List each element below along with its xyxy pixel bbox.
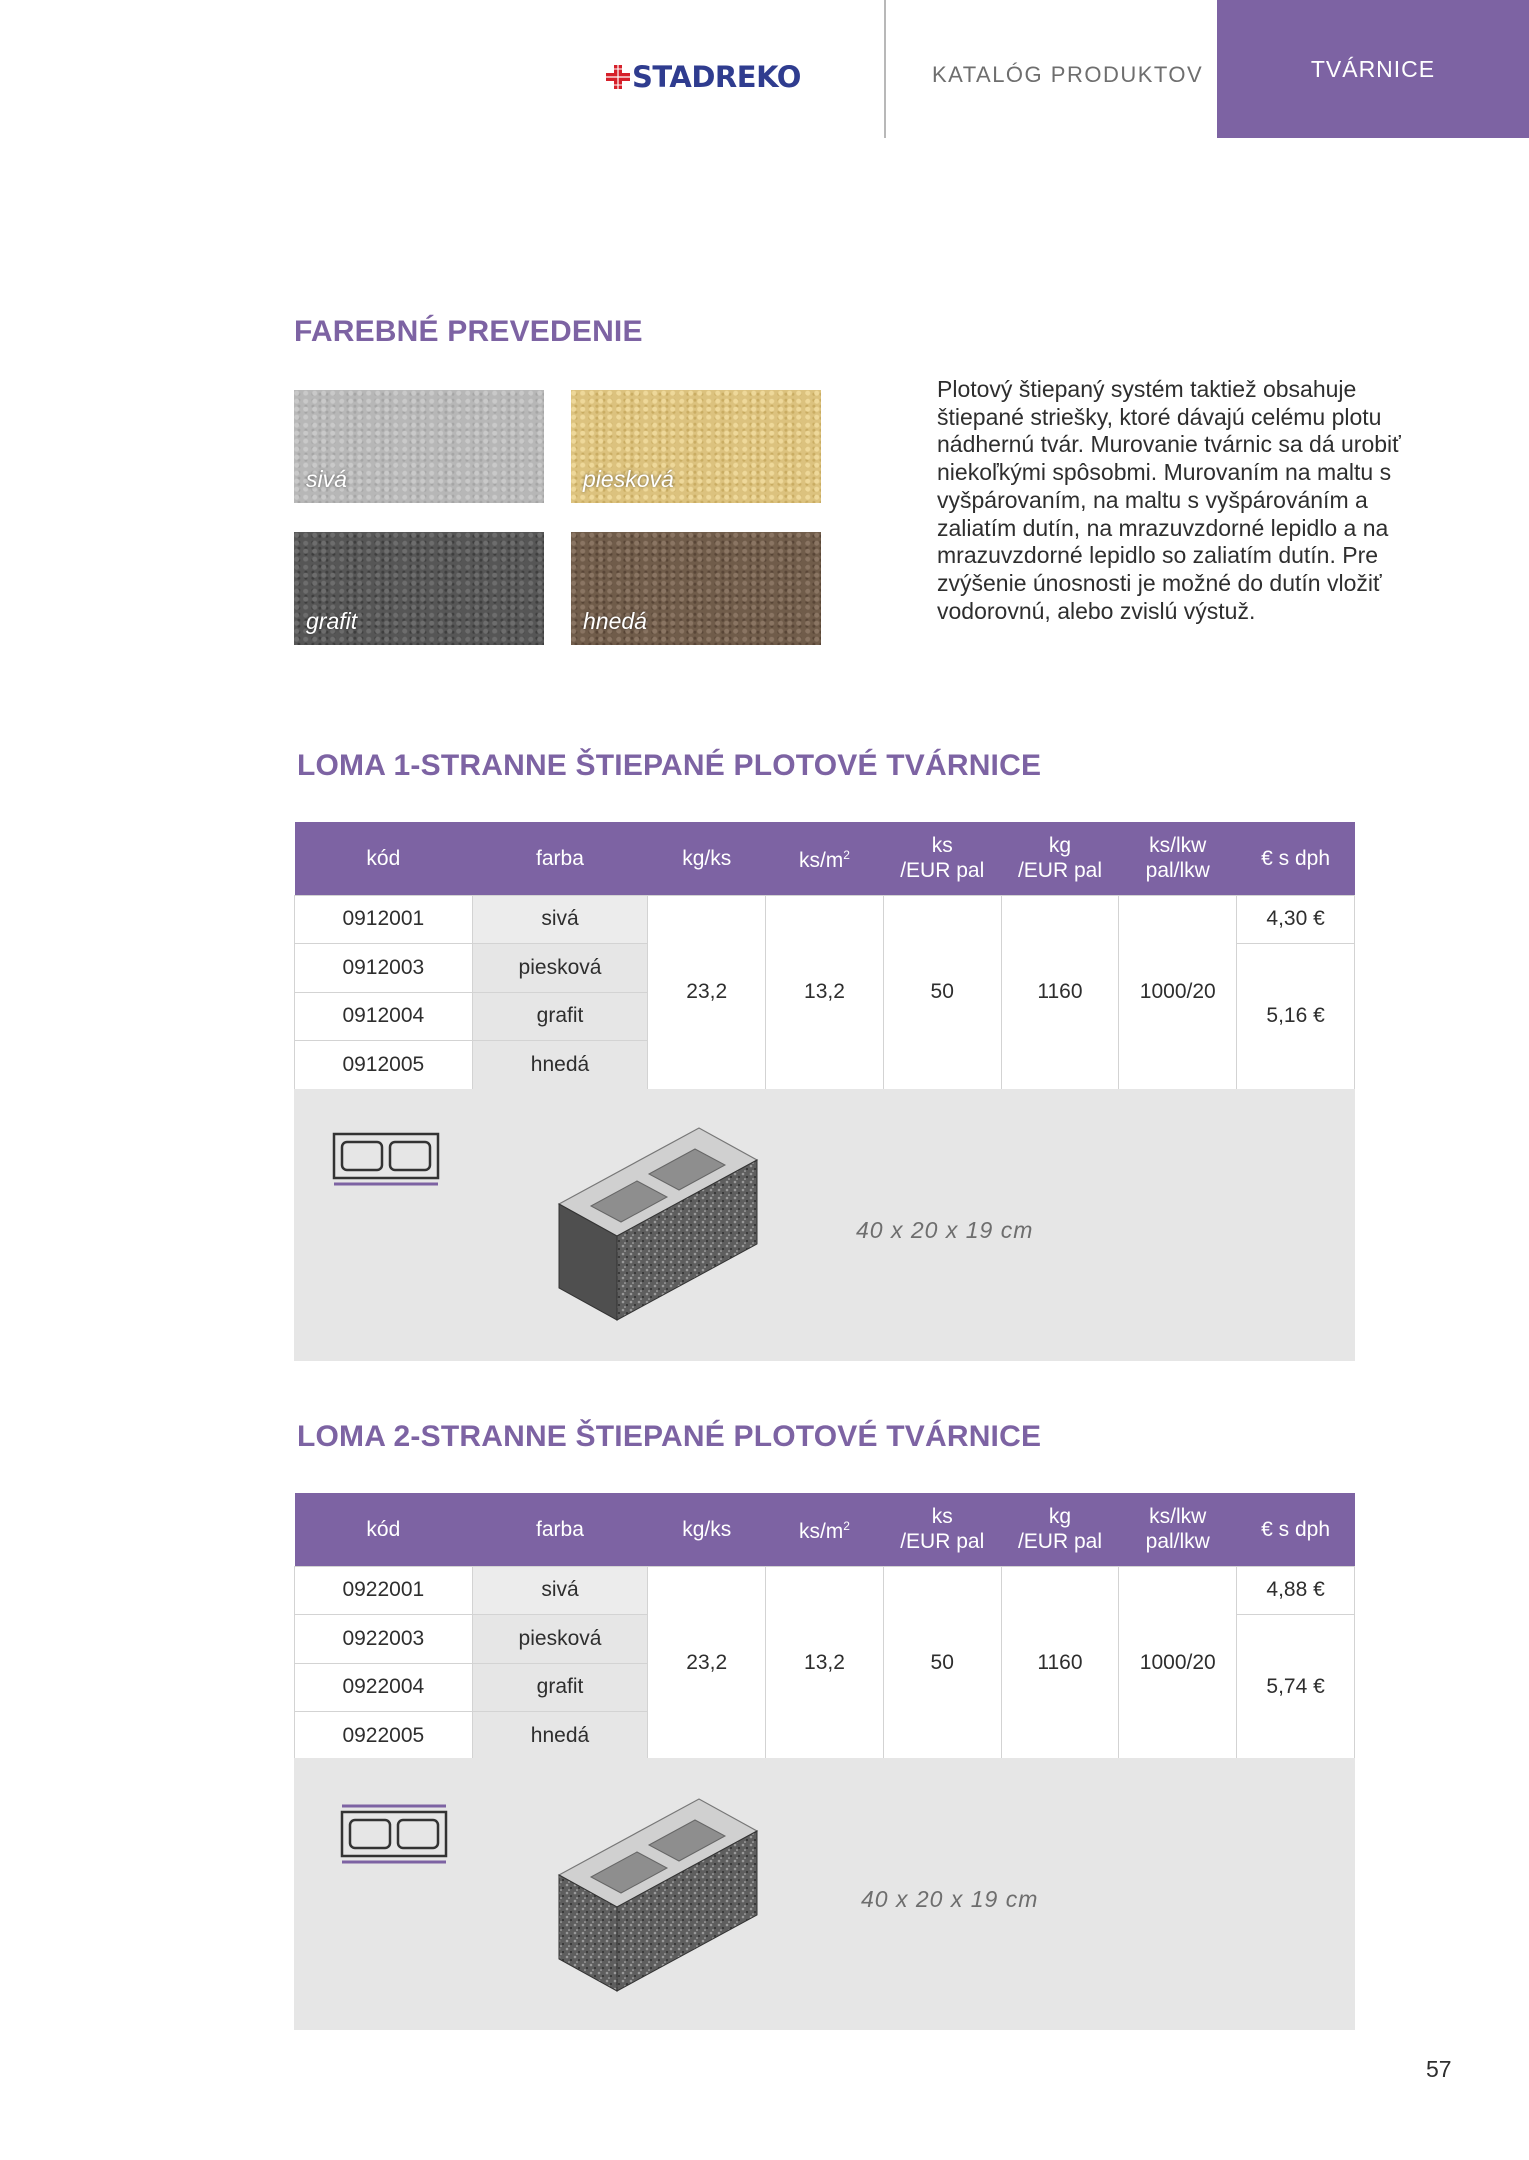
header-ks-pal <box>883 822 1001 895</box>
cell-color: hnedá <box>472 1041 648 1090</box>
cell-kg-pal: 1160 <box>1001 895 1119 1089</box>
header-lkw <box>1119 1493 1237 1566</box>
header-lkw <box>1119 822 1237 895</box>
swatch-siva <box>294 390 544 503</box>
cell-color: piesková <box>472 944 648 993</box>
header-divider <box>884 0 886 138</box>
cell-color: sivá <box>472 895 648 944</box>
colors-title: FAREBNÉ PREVEDENIE <box>294 315 643 348</box>
cell-code: 0912003 <box>295 944 473 993</box>
cell-color: hnedá <box>472 1712 648 1761</box>
header-price: € s dph <box>1237 1493 1355 1566</box>
cell-code: 0922001 <box>295 1566 473 1615</box>
cell-lkw: 1000/20 <box>1119 895 1237 1089</box>
dimensions-label: 40 x 20 x 19 cm <box>856 1217 1034 1243</box>
swatch-hneda <box>571 532 821 645</box>
page-number: 57 <box>1426 2056 1452 2082</box>
header-ks-l2: /EUR pal <box>900 1530 985 1554</box>
header-lkw-l2: pal/lkw <box>1145 1530 1210 1554</box>
swatch-label: hnedá <box>583 608 647 634</box>
dimensions-label: 40 x 20 x 19 cm <box>861 1886 1039 1912</box>
concrete-block-icon <box>549 1795 769 2001</box>
swatch-grafit <box>294 532 544 645</box>
header-farba: farba <box>472 822 648 895</box>
logo-text: STADREKO <box>632 60 801 94</box>
section-label: TVÁRNICE <box>1310 55 1436 82</box>
description-text: Plotový štiepaný systém taktiež obsahuje štiepané striešky, ktoré dávajú celému plotu nádhernú tvár. Murovanie tvárnic sa dá urobiť niekoľkými spôsobmi. Murovaním na maltu s vyšpárovaním, na maltu s vyšpárováním a zaliatím dutín, na mrazuvzdorné lepidlo a na mrazuvzdorné lepidlo so zaliatím dutín. Pre zvýšenie únosnosti je možné do dutín vložiť vodorovnú, alebo zvislú výstuž. <box>937 376 1401 624</box>
cell-ks-pal: 50 <box>883 895 1001 1089</box>
header-ksm2 <box>766 822 884 895</box>
product-title: LOMA 1-STRANNE ŠTIEPANÉ PLOTOVÉ TVÁRNICE <box>297 749 1042 782</box>
concrete-block-icon <box>549 1124 769 1330</box>
header-kg-l1: kg <box>1048 834 1072 858</box>
cell-color: sivá <box>472 1566 648 1615</box>
cell-code: 0922004 <box>295 1663 473 1712</box>
table-header-row <box>295 1493 1355 1566</box>
cell-price: 4,30 € <box>1237 895 1355 944</box>
cell-color: piesková <box>472 1615 648 1664</box>
table-row <box>295 895 1355 944</box>
swatch-pieskova <box>571 390 821 503</box>
table-row <box>295 1566 1355 1615</box>
brick-cross-icon <box>606 65 630 89</box>
header-lkw-l1: ks/lkw <box>1149 1505 1207 1529</box>
header-price: € s dph <box>1237 822 1355 895</box>
product-title: LOMA 2-STRANNE ŠTIEPANÉ PLOTOVÉ TVÁRNICE <box>297 1420 1042 1453</box>
cell-code: 0922005 <box>295 1712 473 1761</box>
cell-color: grafit <box>472 1663 648 1712</box>
cell-price: 5,16 € <box>1237 944 1355 1090</box>
header-kg-pal <box>1001 1493 1119 1566</box>
header-ks-l1: ks <box>931 1505 953 1529</box>
cell-color: grafit <box>472 992 648 1041</box>
cell-kgks: 23,2 <box>648 1566 766 1760</box>
section-tab <box>1217 0 1529 138</box>
header-kgks: kg/ks <box>648 1493 766 1566</box>
cell-code: 0922003 <box>295 1615 473 1664</box>
cell-price: 4,88 € <box>1237 1566 1355 1615</box>
cell-ks-pal: 50 <box>883 1566 1001 1760</box>
cell-code: 0912005 <box>295 1041 473 1090</box>
header-kg-pal <box>1001 822 1119 895</box>
header-ksm2 <box>766 1493 884 1566</box>
header-ksm2-sup: 2 <box>843 848 850 863</box>
swatch-label: sivá <box>306 466 347 492</box>
product-panel <box>294 1089 1355 1361</box>
cell-lkw: 1000/20 <box>1119 1566 1237 1760</box>
header-kg-l2: /EUR pal <box>1017 1530 1102 1554</box>
block-top-view-icon <box>332 1132 442 1188</box>
product-panel <box>294 1758 1355 2030</box>
header-kg-l1: kg <box>1048 1505 1072 1529</box>
table-header-row <box>295 822 1355 895</box>
swatch-label: piesková <box>583 466 674 492</box>
cell-ksm2: 13,2 <box>766 1566 884 1760</box>
header-lkw-l1: ks/lkw <box>1149 834 1207 858</box>
header-ks-pal <box>883 1493 1001 1566</box>
catalog-label: KATALÓG PRODUKTOV <box>932 62 1204 87</box>
header-ks-l1: ks <box>931 834 953 858</box>
header-farba: farba <box>472 1493 648 1566</box>
header-ksm2-text: ks/m <box>798 849 844 873</box>
cell-ksm2: 13,2 <box>766 895 884 1089</box>
block-top-view-icon <box>340 1803 450 1865</box>
cell-kg-pal: 1160 <box>1001 1566 1119 1760</box>
stadreko-logo <box>606 62 801 92</box>
header-kod: kód <box>295 1493 473 1566</box>
header-ksm2-text: ks/m <box>798 1520 844 1544</box>
price-table <box>294 822 1355 1090</box>
header-lkw-l2: pal/lkw <box>1145 859 1210 883</box>
cell-code: 0912004 <box>295 992 473 1041</box>
header-kg-l2: /EUR pal <box>1017 859 1102 883</box>
header-kgks: kg/ks <box>648 822 766 895</box>
cell-kgks: 23,2 <box>648 895 766 1089</box>
price-table <box>294 1493 1355 1761</box>
header-ksm2-sup: 2 <box>843 1519 850 1534</box>
cell-code: 0912001 <box>295 895 473 944</box>
header-kod: kód <box>295 822 473 895</box>
header-ks-l2: /EUR pal <box>900 859 985 883</box>
swatch-label: grafit <box>306 608 358 634</box>
cell-price: 5,74 € <box>1237 1615 1355 1761</box>
